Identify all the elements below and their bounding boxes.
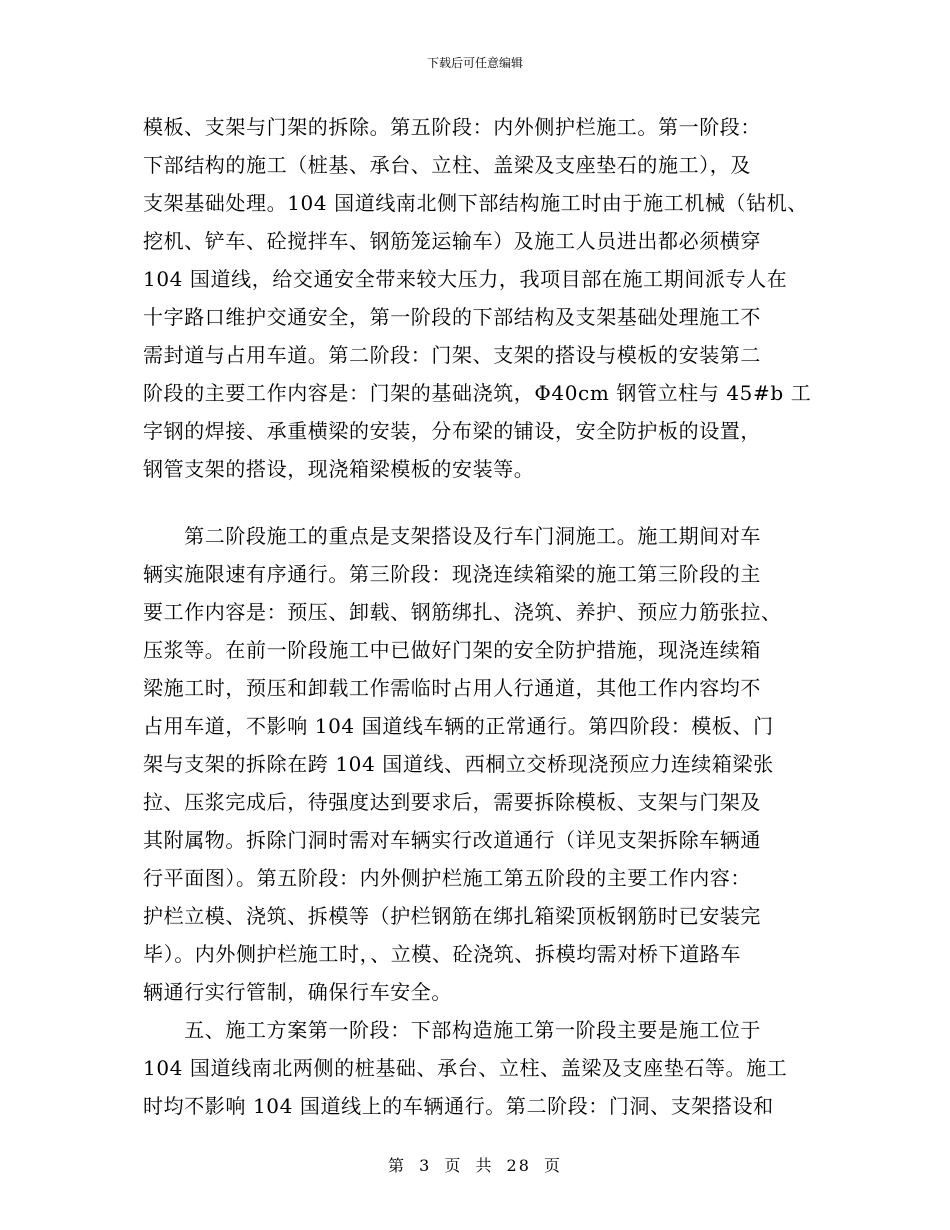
text-line: 第二阶段施工的重点是支架搭设及行车门洞施工。施工期间对车 [143,524,761,548]
text-line: 要工作内容是：预压、卸载、钢筋绑扎、浇筑、养护、预应力筋张拉、 [143,600,782,624]
text-line: 护栏立模、浇筑、拆模等（护栏钢筋在绑扎箱梁顶板钢筋时已安装完 [143,904,761,928]
text-line: 架与支架的拆除在跨 104 国道线、西桐立交桥现浇预应力连续箱梁张 [143,752,774,776]
text-line: 辆实施限速有序通行。第三阶段：现浇连续箱梁的施工第三阶段的主 [143,562,761,586]
text-line: 行平面图）。第五阶段：内外侧护栏施工第五阶段的主要工作内容： [143,866,751,890]
text-line: 104 国道线，给交通安全带来较大压力，我项目部在施工期间派专人在 [143,267,788,291]
text-line: 下部结构的施工（桩基、承台、立柱、盖梁及支座垫石的施工），及 [143,153,751,177]
text-line: 支架基础处理。104 国道线南北侧下部结构施工时由于施工机械（钻机、 [143,191,808,215]
text-line: 时均不影响 104 国道线上的车辆通行。第二阶段：门洞、支架搭设和 [143,1094,774,1118]
text-line: 其附属物。拆除门洞时需对车辆实行改道通行（详见支架拆除车辆通 [143,828,761,852]
page-number-footer: 第 3 页 共 28 页 [388,1156,562,1175]
page-header: 下载后可任意编辑 [426,56,523,70]
text-line: 阶段的主要工作内容是：门架的基础浇筑，Φ40cm 钢管立柱与 45#b 工 [143,381,812,405]
text-line: 挖机、铲车、砼搅拌车、钢筋笼运输车）及施工人员进出都必须横穿 [143,229,761,253]
text-line: 钢管支架的搭设，现浇箱梁模板的安装等。 [143,457,535,481]
text-line: 十字路口维护交通安全，第一阶段的下部结构及支架基础处理施工不 [143,305,761,329]
text-line: 模板、支架与门架的拆除。第五阶段：内外侧护栏施工。第一阶段： [143,115,761,139]
text-line: 毕）。内外侧护栏施工时，、立模、砼浇筑、拆模均需对桥下道路车 [143,942,741,966]
text-line: 压浆等。在前一阶段施工中已做好门架的安全防护措施，现浇连续箱 [143,638,761,662]
text-line: 字钢的焊接、承重横梁的安装，分布梁的铺设，安全防护板的设置， [143,419,761,443]
text-line: 拉、压浆完成后，待强度达到要求后，需要拆除模板、支架与门架及 [143,790,761,814]
text-line: 五、施工方案第一阶段：下部构造施工第一阶段主要是施工位于 [143,1018,761,1042]
text-line: 辆通行实行管制，确保行车安全。 [143,980,452,1004]
text-line: 占用车道，不影响 104 国道线车辆的正常通行。第四阶段：模板、门 [143,714,774,738]
text-line: 需封道与占用车道。第二阶段：门架、支架的搭设与模板的安装第二 [143,343,761,367]
text-line: 梁施工时，预压和卸载工作需临时占用人行通道，其他工作内容均不 [143,676,761,700]
text-line: 104 国道线南北两侧的桩基础、承台、立柱、盖梁及支座垫石等。施工 [143,1056,788,1080]
